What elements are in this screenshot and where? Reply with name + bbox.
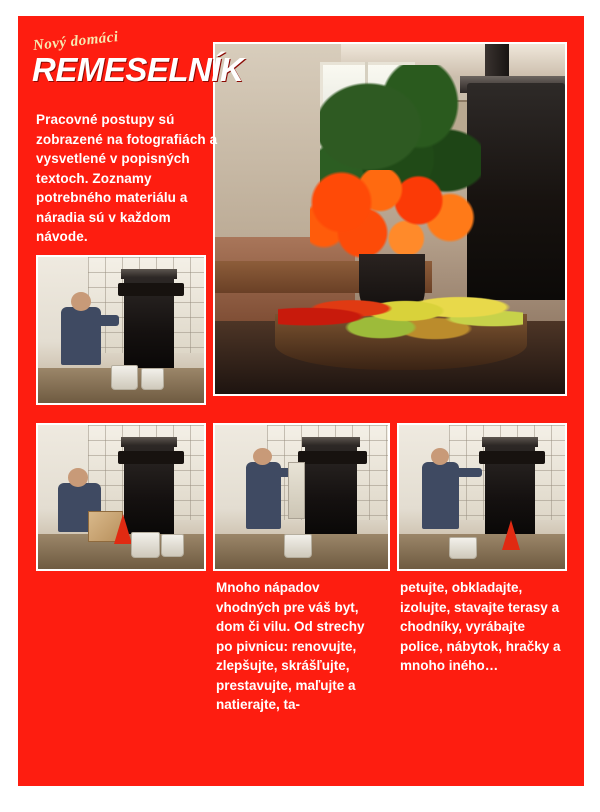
- photo-step-2-content: [38, 425, 204, 569]
- bottom-text-left: Mnoho nápadov vhodných pre váš byt, dom či vilu. Od strechy po pivnicu: renovujte, zlepšujte, skrášľujte, prestavujte, maľujte a natierajte, ta-: [216, 580, 365, 712]
- masthead: [32, 29, 244, 88]
- room-floor: [399, 534, 565, 569]
- worker-head: [71, 292, 91, 311]
- photo-hero-content: [215, 44, 565, 394]
- intro-text: Pracovné postupy sú zobrazené na fotografiách a vysvetlené v popisných textoch. Zoznamy potrebného materiálu a náradia sú v každom návode.: [36, 112, 218, 244]
- bottom-text-column-right: [400, 578, 568, 715]
- photo-step-1-content: [38, 257, 204, 403]
- bucket: [449, 537, 478, 559]
- bottom-text-block: [216, 578, 568, 715]
- hero-flower-bouquet: [310, 170, 485, 265]
- photo-step-4: [397, 423, 567, 571]
- red-cone: [502, 520, 520, 550]
- room-stove-arm: [118, 283, 184, 296]
- photo-step-1: [36, 255, 206, 405]
- bucket-secondary: [141, 368, 165, 390]
- worker-arm: [452, 468, 482, 477]
- photo-step-3-content: [215, 425, 388, 569]
- red-cone: [114, 514, 132, 544]
- bucket-secondary: [161, 534, 185, 556]
- scan-edge-left: [0, 0, 18, 812]
- page-title: REMESELNÍK: [32, 51, 244, 88]
- masthead-kicker: Nový domáci: [32, 29, 120, 55]
- photo-step-3: [213, 423, 390, 571]
- bottom-text-column-left: [216, 578, 384, 715]
- room-stove-arm: [118, 451, 184, 464]
- hero-fruit: [278, 282, 523, 345]
- worker-head: [431, 448, 449, 465]
- bucket: [111, 365, 138, 390]
- bucket: [284, 534, 312, 558]
- wall-panel: [288, 462, 306, 519]
- photo-step-4-content: [399, 425, 565, 569]
- bottom-text-right: petujte, obkladajte, izolujte, stavajte terasy a chodníky, vyrábajte police, nábytok, hračky a mnoho iného…: [400, 580, 561, 673]
- scan-edge-right: [584, 0, 600, 812]
- photo-hero-living-room: [213, 42, 567, 396]
- worker-head: [68, 468, 88, 487]
- room-stove-arm: [298, 451, 367, 464]
- scan-edge-bottom: [0, 786, 600, 812]
- bucket: [131, 532, 160, 558]
- intro-paragraph: [36, 110, 218, 247]
- photo-step-2: [36, 423, 206, 571]
- worker-arm: [93, 315, 120, 325]
- scan-edge-top: [0, 0, 600, 16]
- room-stove-arm: [479, 451, 545, 464]
